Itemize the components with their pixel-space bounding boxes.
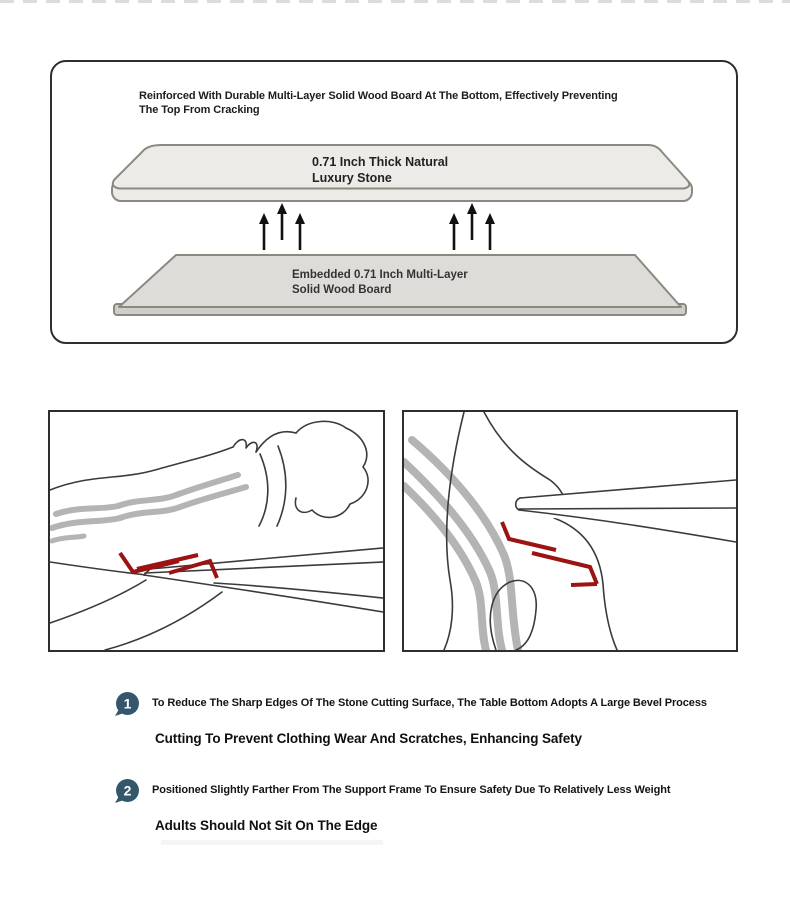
diagram-heading-line2: The Top From Cracking [139,104,260,116]
point-2-text-line1: Positioned Slightly Farther From The Support Frame To Ensure Safety Due To Relatively Less Weight [152,784,671,796]
point-2-number: 2 [123,782,132,799]
up-arrows-right-icon [449,203,495,250]
top-dashed-divider [0,0,790,3]
knee-line-art [404,412,736,650]
scratch-arrows-icon [502,522,597,585]
board-label-line1: Embedded 0.71 Inch Multi-Layer [292,269,468,281]
point-1-text-line1: To Reduce The Sharp Edges Of The Stone Cutting Surface, The Table Bottom Adopts A Large Bevel Process [152,697,707,709]
point-2-text-line2: Adults Should Not Sit On The Edge [155,818,378,833]
point-1-badge [114,691,140,717]
point-1-text-line2: Cutting To Prevent Clothing Wear And Scratches, Enhancing Safety [155,731,582,746]
stone-label-line2: Luxury Stone [312,171,392,185]
diagram-panel [50,60,738,344]
exploded-layers-drawing [52,62,735,341]
up-arrows-left-icon [259,203,305,250]
board-label-line2: Solid Wood Board [292,284,392,296]
stone-label-line1: 0.71 Inch Thick Natural [312,155,449,169]
stone-label [312,154,448,186]
illustration-knee-panel [402,410,738,652]
faint-artifact-strip [161,840,383,845]
board-label [292,268,468,298]
illustration-arm-panel [48,410,385,652]
point-2-badge [114,778,140,804]
diagram-heading-line1: Reinforced With Durable Multi-Layer Solid Wood Board At The Bottom, Effectively Preventing [139,90,618,102]
arm-line-art [50,412,383,650]
point-1-number: 1 [123,695,132,712]
